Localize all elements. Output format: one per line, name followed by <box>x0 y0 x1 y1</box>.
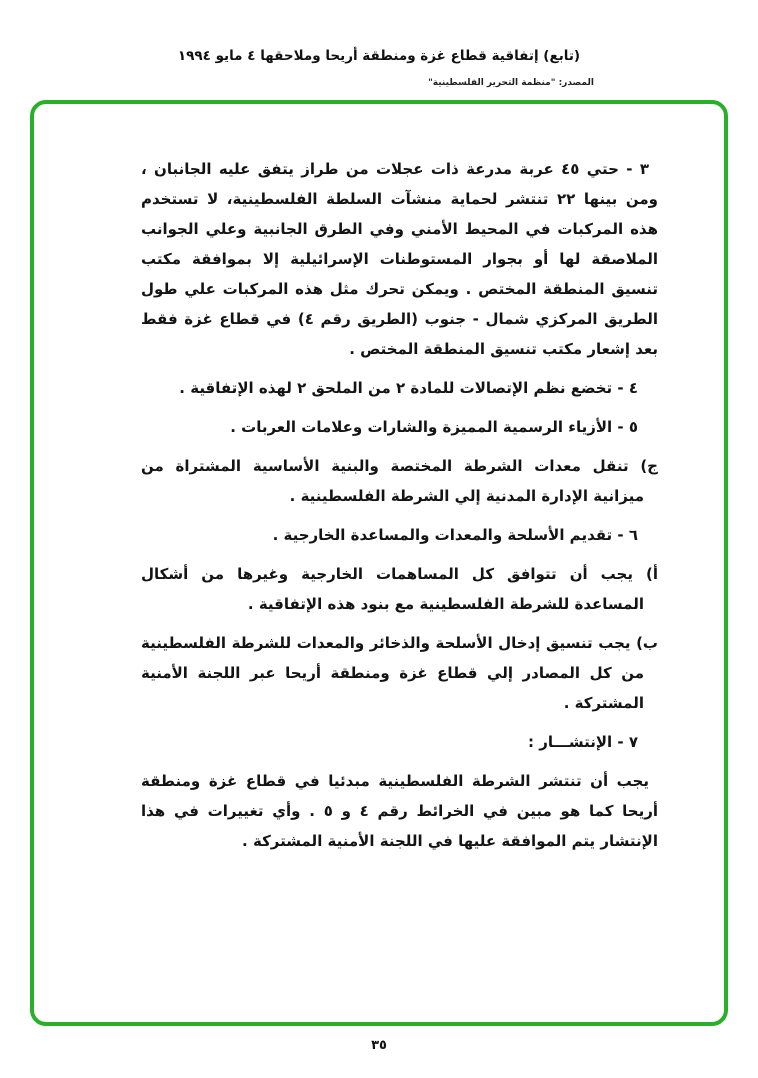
paragraph-item-7-heading: ٧ - الإنتشـــار : <box>527 733 638 751</box>
paragraph-item-5: ٥ - الأزياء الرسمية المميزة والشارات وعلامات العربات . <box>230 418 638 436</box>
paragraph-item-6: ٦ - تقديم الأسلحة والمعدات والمساعدة الخارجية . <box>272 526 638 544</box>
page-number: ٣٥ <box>371 1038 387 1053</box>
paragraph-item-4: ٤ - تخضع نظم الإتصالات للمادة ٢ من الملحق ٢ لهذه الإتفاقية . <box>179 379 638 397</box>
document-title: (تابع) إتفاقية قطاع غزة ومنطقة أريحا وملاحقها ٤ مايو ١٩٩٤ <box>177 48 581 64</box>
document-body <box>141 154 658 865</box>
paragraph-item-alef: أ) يجب أن تتوافق كل المساهمات الخارجية وغيرها من أشكال المساعدة للشرطة الفلسطينية مع بنود هذه الإتفاقية . <box>141 565 658 613</box>
paragraph-closing: يجب أن تنتشر الشرطة الفلسطينية مبدئيا في قطاع غزة ومنطقة أريحا كما هو مبين في الخرائط رقم ٤ و ٥ . وأي تغييرات في هذا الإنتشار يتم الموافقة عليها في اللجنة الأمنية المشتركة . <box>141 772 658 850</box>
paragraph-item-jeem: ج) تنقل معدات الشرطة المختصة والبنية الأساسية المشتراة من ميزانية الإدارة المدنية إلي الشرطة الفلسطينية . <box>141 457 658 505</box>
paragraph-item-beh: ب) يجب تنسيق إدخال الأسلحة والذخائر والمعدات للشرطة الفلسطينية من كل المصادر إلي قطاع غزة ومنطقة أريحا عبر اللجنة الأمنية المشتركة . <box>141 634 658 712</box>
paragraph-item-3: ٣ - حتي ٤٥ عربة مدرعة ذات عجلات من طراز يتفق عليه الجانبان ، ومن بينها ٢٢ تنتشر لحماية منشآت السلطة الفلسطينية، لا تستخدم هذه المركبات في المحيط الأمني وفي الطرق الجانبية وعلي الجوانب الملاصقة لها أو بجوار المستوطنات الإسرائيلية إلا بموافقة مكتب تنسيق المنطقة المختص . ويمكن تحرك مثل هذه المركبات علي طول الطريق المركزي شمال - جنوب (الطريق رقم ٤) في قطاع غزة فقط بعد إشعار مكتب تنسيق المنطقة المختص . <box>141 160 659 358</box>
document-source-line: المصدر: "منظمة التحرير الفلسطينية" <box>428 78 594 88</box>
